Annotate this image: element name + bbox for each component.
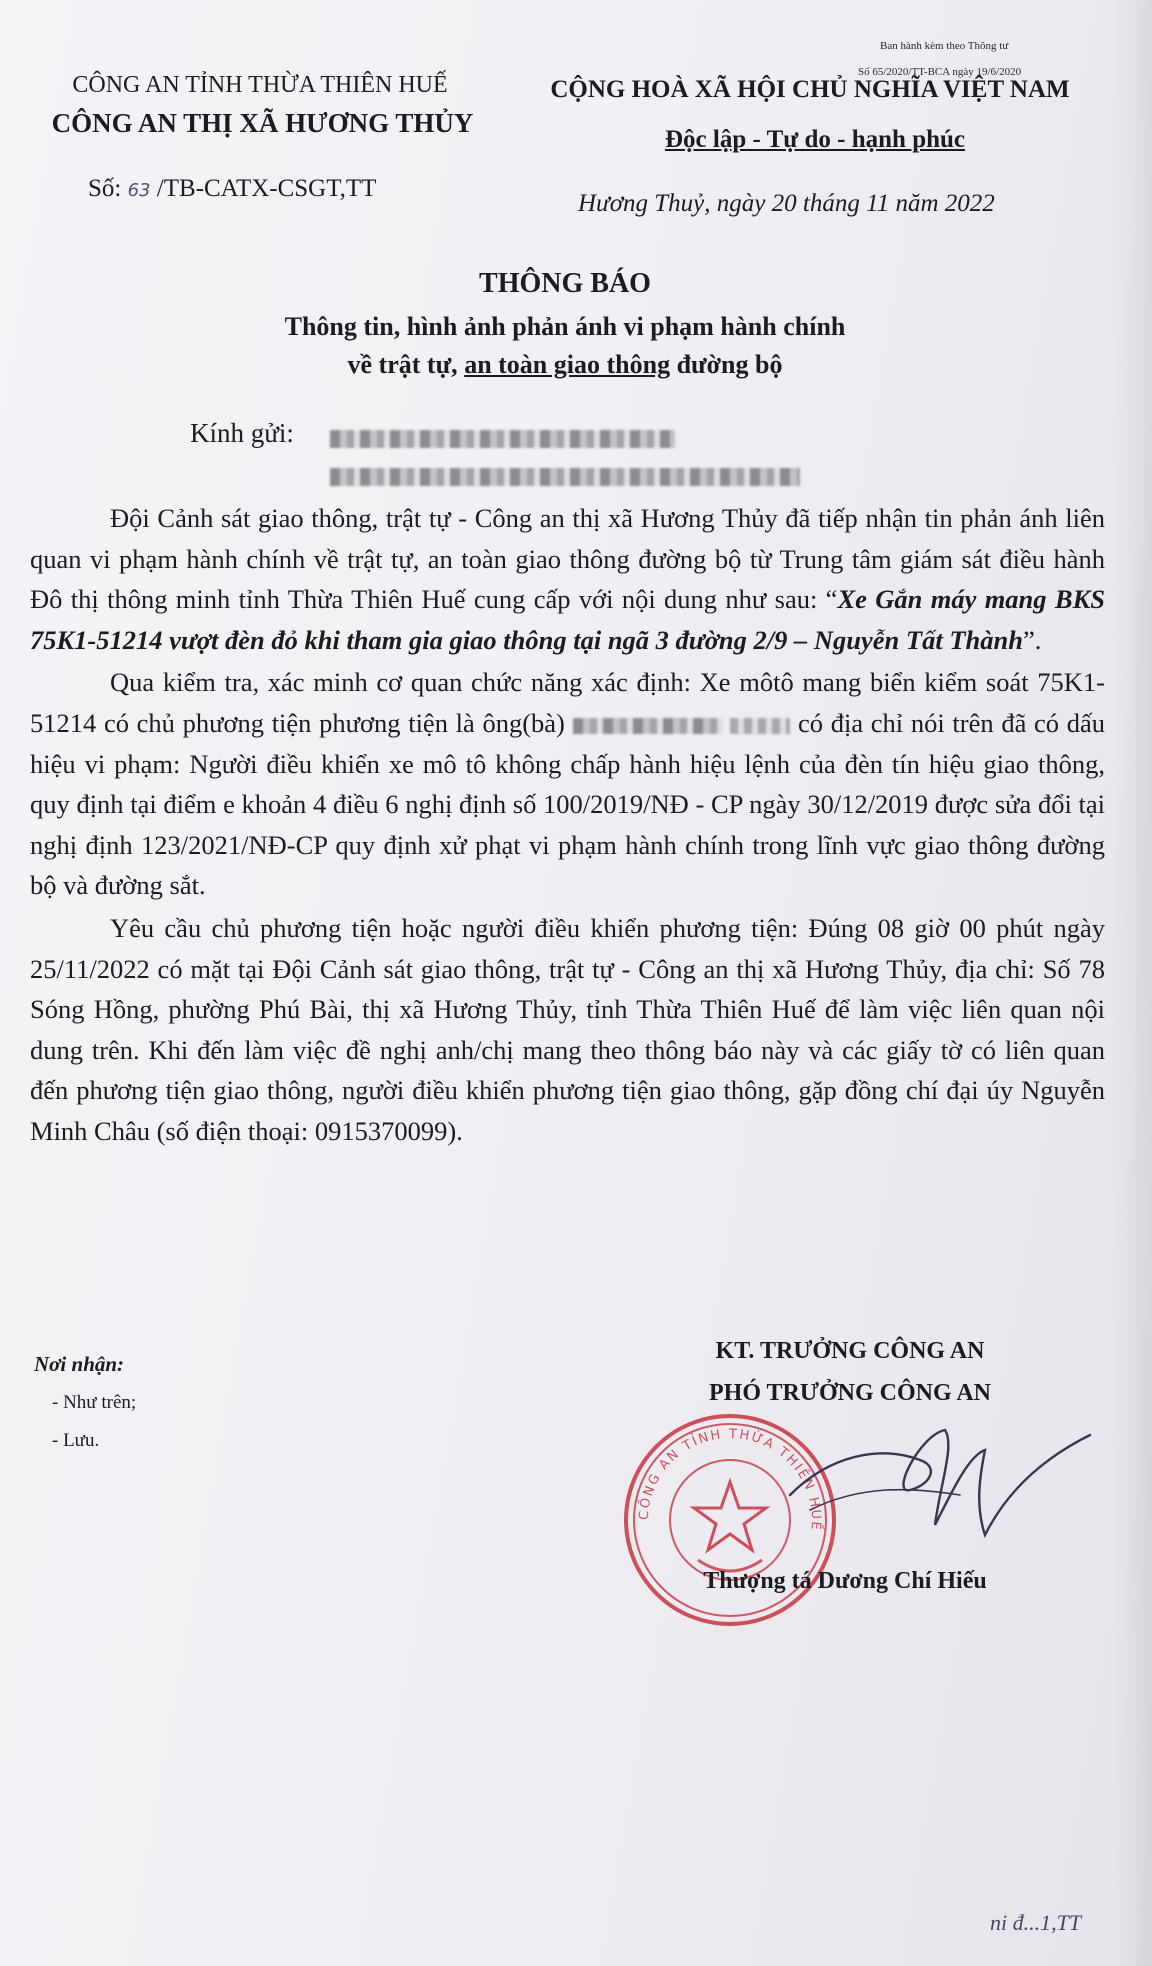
agency-parent: CÔNG AN TỈNH THỪA THIÊN HUẾ — [72, 72, 448, 98]
signature-title-line2: PHÓ TRƯỞNG CÔNG AN — [708, 1380, 991, 1406]
document-subtitle-line2 — [0, 350, 1130, 380]
recipients-item-2: - Lưu. — [52, 1430, 100, 1451]
paragraph-1-end: ”. — [1022, 624, 1042, 655]
paragraph-3: Yêu cầu chủ phương tiện hoặc người điều khiển phương tiện: Đúng 08 giờ 00 phút ngày 25/11/2022 có mặt tại Đội Cảnh sát giao thông, trật tự - Công an thị xã Hương Thủy, địa chỉ: Số 78 Sóng Hồng, phường Phú Bài, thị xã Hương Thủy, tỉnh Thừa Thiên Huế để làm việc liên quan nội dung trên. Khi đến làm việc đề nghị anh/chị mang theo thông báo này và các giấy tờ có liên quan đến phương tiện giao thông, người điều khiển phương tiện giao thông, gặp đồng chí đại úy Nguyễn Minh Châu (số điện thoại: 0915370099). — [30, 912, 1105, 1146]
handwritten-signature — [770, 1415, 1100, 1555]
paragraph-2-part-a: Qua kiểm tra, xác minh cơ quan chức năng xác định: Xe môtô mang biển kiểm soát 75K1-51214 có chủ phương tiện phương tiện là ông(bà) — [30, 667, 1105, 738]
subtitle-part-c: đường bộ — [670, 350, 783, 379]
paragraph-2 — [30, 662, 1105, 906]
corner-scribble: ni đ...1,TT — [990, 1910, 1082, 1935]
recipient-label: Kính gửi: — [190, 418, 294, 448]
stamp-ring-text: CÔNG AN TỈNH THỪA THIÊN HUẾ — [636, 1426, 824, 1533]
redacted-recipient-address — [330, 468, 800, 486]
document-title: THÔNG BÁO — [479, 268, 651, 299]
subtitle-part-b: an toàn giao thông — [464, 350, 671, 379]
document-body — [30, 498, 1105, 1152]
signer-name: Thượng tá Dương Chí Hiếu — [703, 1568, 987, 1594]
attachment-note-line1: Ban hành kèm theo Thông tư — [880, 40, 1009, 52]
paragraph-1-quote: Xe Gắn máy mang BKS 75K1-51214 vượt đèn đỏ khi tham gia giao thông tại ngã 3 đường 2/9 – Nguyễn Tất Thành — [30, 584, 1105, 655]
agency-name: CÔNG AN THỊ XÃ HƯƠNG THỦY — [51, 108, 474, 138]
document-number-handwritten: 63 — [127, 180, 151, 201]
signature-title-line1: KT. TRƯỞNG CÔNG AN — [715, 1338, 985, 1364]
paragraph-1-text: Đội Cảnh sát giao thông, trật tự - Công an thị xã Hương Thủy đã tiếp nhận tin phản ánh liên quan vi phạm hành chính về trật tự, an toàn giao thông đường bộ từ Trung tâm giám sát điều hành Đô thị thông minh tỉnh Thừa Thiên Huế cung cấp với nội dung như sau: “ — [30, 503, 1105, 615]
recipients-label: Nơi nhận: — [34, 1352, 125, 1376]
paragraph-1 — [30, 498, 1105, 660]
redacted-owner-name-2 — [730, 718, 790, 734]
document-number — [88, 175, 376, 203]
document-number-suffix: /TB-CATX-CSGT,TT — [150, 175, 377, 202]
paragraph-2-part-b: có địa chỉ nói trên đã có dấu hiệu vi phạm: Người điều khiển xe mô tô không chấp hành hiệu lệnh của đèn tín hiệu giao thông, quy định tại điểm e khoản 4 điều 6 nghị định số 100/2019/NĐ - CP ngày 30/12/2019 được sửa đổi tại nghị định 123/2021/NĐ-CP quy định xử phạt vi phạm hành chính trong lĩnh vực giao thông đường bộ và đường sắt. — [30, 707, 1106, 901]
attachment-note-line2: Số 65/2020/TT-BCA ngày 19/6/2020 — [858, 66, 1022, 78]
redacted-owner-name — [573, 718, 723, 734]
recipients-item-1: - Như trên; — [52, 1392, 137, 1413]
document-subtitle-line1: Thông tin, hình ảnh phản ánh vi phạm hành chính — [284, 312, 846, 341]
redacted-recipient-name — [330, 430, 675, 448]
national-motto: Độc lập - Tự do - hạnh phúc — [664, 126, 966, 153]
document-number-prefix: Số: — [88, 175, 128, 202]
national-title: CỘNG HOÀ XÃ HỘI CHỦ NGHĨA VIỆT NAM — [550, 76, 1070, 103]
subtitle-part-a: về trật tự, — [347, 350, 465, 379]
place-date: Hương Thuỷ, ngày 20 tháng 11 năm 2022 — [578, 190, 995, 217]
